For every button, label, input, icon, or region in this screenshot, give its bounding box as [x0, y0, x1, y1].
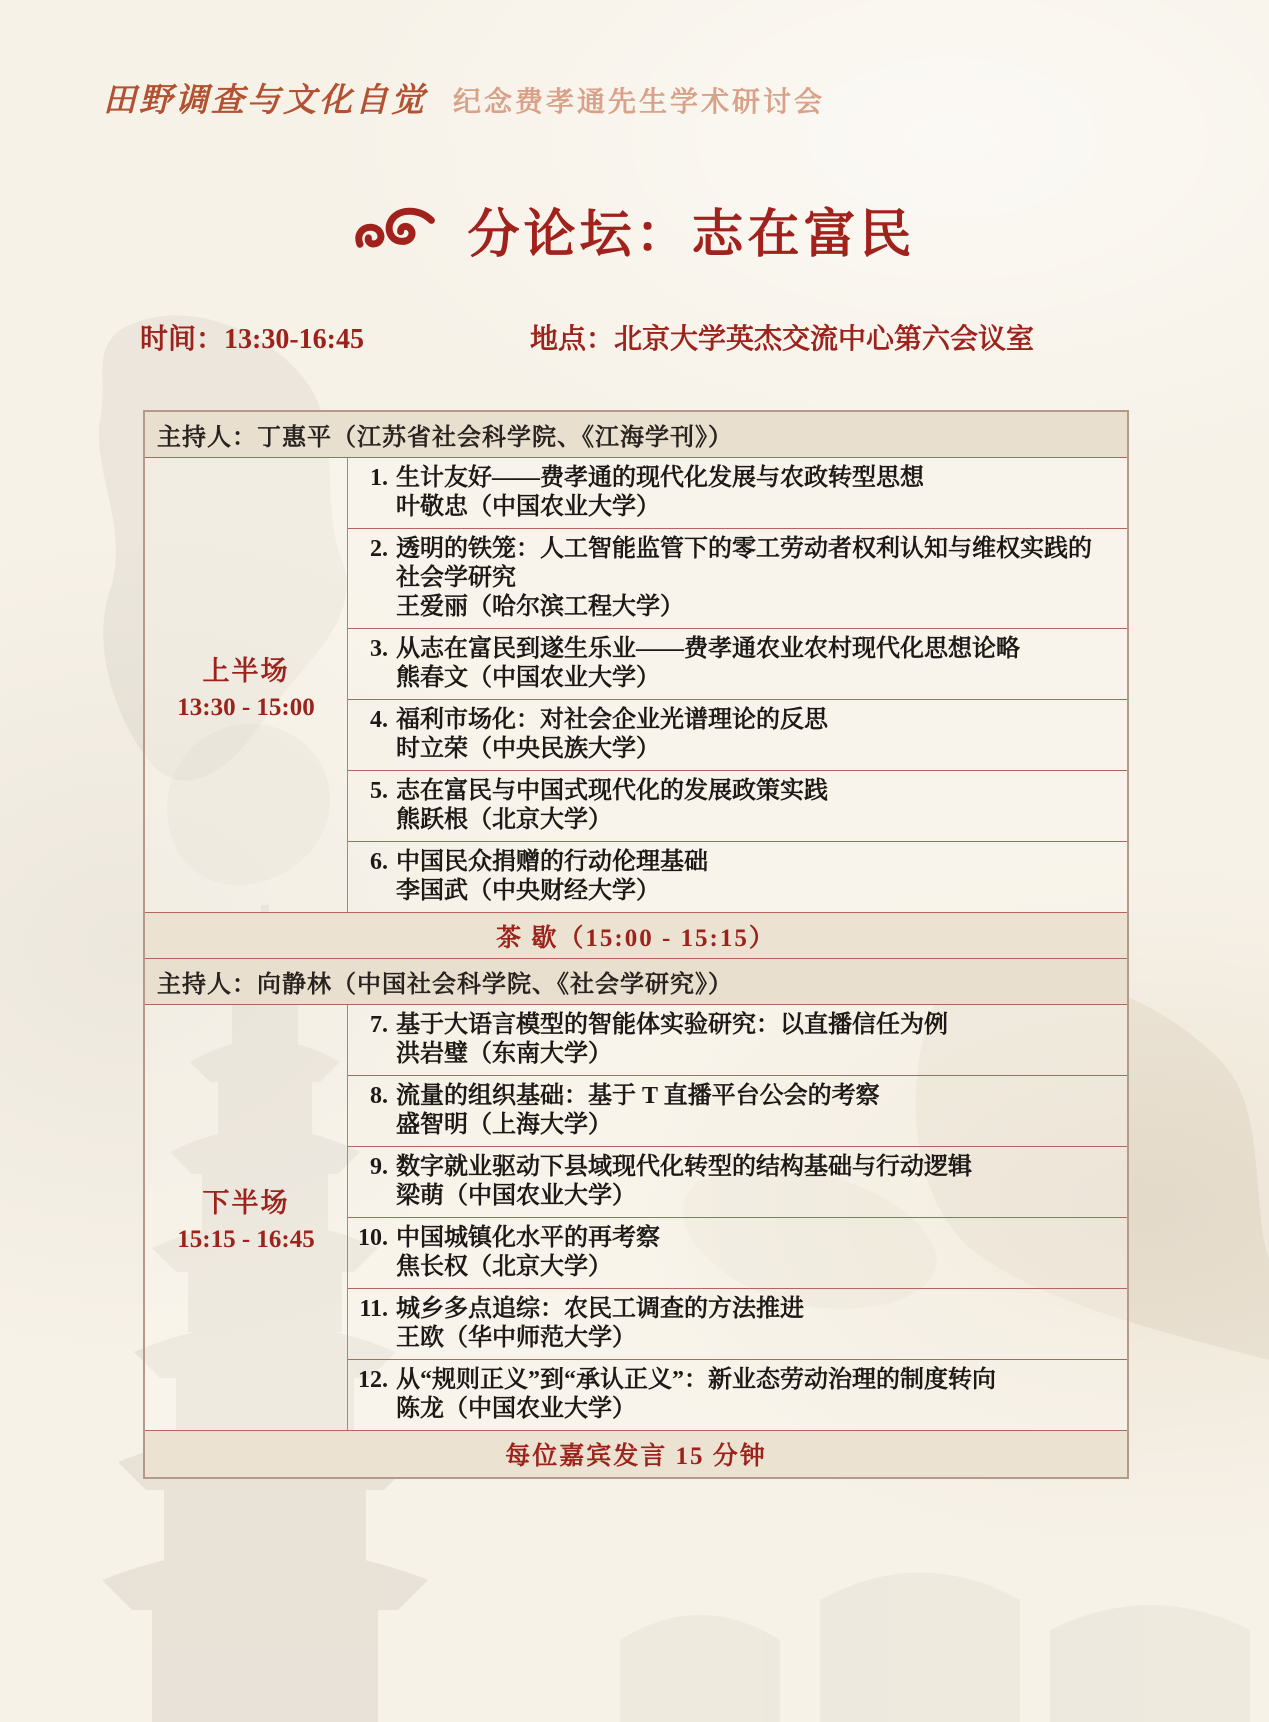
talk-number: 11. [359, 1296, 388, 1322]
talk-row-1 [348, 458, 1127, 529]
talk-row-9 [348, 1147, 1127, 1218]
talk-number: 8. [370, 1083, 388, 1109]
moderator-row-2: 主持人：向静林（中国社会科学院、《社会学研究》） [145, 959, 1127, 1005]
talk-row-10 [348, 1218, 1127, 1289]
talk-speaker: 熊春文（中国农业大学） [396, 665, 660, 691]
first-half-items [348, 458, 1127, 912]
talk-title: 志在富民与中国式现代化的发展政策实践 [396, 778, 828, 804]
talk-row-3 [348, 629, 1127, 700]
talk-speaker: 叶敬忠（中国农业大学） [396, 494, 660, 520]
talk-speaker: 梁萌（中国农业大学） [396, 1183, 636, 1209]
session-label-first-half [145, 458, 348, 912]
talk-speaker: 盛智明（上海大学） [396, 1112, 612, 1138]
talk-number: 5. [370, 778, 388, 804]
talk-row-8 [348, 1076, 1127, 1147]
first-half-section [145, 458, 1127, 912]
talk-title: 数字就业驱动下县域现代化转型的结构基础与行动逻辑 [396, 1154, 972, 1180]
page-header [103, 74, 825, 121]
schedule-table [143, 410, 1129, 1479]
session-label-second-half [145, 1005, 348, 1430]
talk-title: 中国民众捐赠的行动伦理基础 [396, 849, 708, 875]
second-half-items [348, 1005, 1127, 1430]
talk-row-4 [348, 700, 1127, 771]
talk-speaker: 洪岩璧（东南大学） [396, 1041, 612, 1067]
session-name: 下半场 [202, 1188, 290, 1218]
talk-speaker: 时立荣（中央民族大学） [396, 736, 660, 762]
session-name: 上半场 [202, 655, 290, 686]
talk-title: 福利市场化：对社会企业光谱理论的反思 [396, 707, 828, 733]
title-row [0, 192, 1269, 267]
talk-number: 4. [370, 707, 388, 733]
talk-title: 城乡多点追综：农民工调查的方法推进 [396, 1296, 804, 1322]
conference-logo: 田野调查与文化自觉 [103, 83, 427, 119]
talk-number: 3. [370, 636, 388, 662]
talk-number: 12. [358, 1367, 388, 1393]
talk-speaker: 王爱丽（哈尔滨工程大学） [396, 594, 684, 620]
page-title: 分论坛：志在富民 [467, 207, 916, 264]
talk-speaker: 李国武（中央财经大学） [396, 878, 660, 904]
talk-title: 从“规则正义”到“承认正义”：新业态劳动治理的制度转向 [396, 1367, 996, 1393]
talk-title: 透明的铁笼：人工智能监管下的零工劳动者权利认知与维权实践的社会学研究 [396, 536, 1092, 591]
talk-row-12 [348, 1360, 1127, 1430]
talk-title: 生计友好——费孝通的现代化发展与农政转型思想 [396, 465, 924, 491]
cloud-ornament-icon [353, 205, 437, 254]
rooftop-silhouette [620, 1573, 1250, 1722]
talk-title: 流量的组织基础：基于 T 直播平台公会的考察 [396, 1083, 880, 1109]
talk-speaker: 陈龙（中国农业大学） [396, 1396, 636, 1422]
talk-title: 中国城镇化水平的再考察 [396, 1225, 660, 1251]
session-time: 13:30 - 15:00 [177, 693, 315, 721]
talk-row-11 [348, 1289, 1127, 1360]
talk-title: 从志在富民到遂生乐业——费孝通农业农村现代化思想论略 [396, 636, 1020, 662]
talk-number: 9. [370, 1154, 388, 1180]
talk-speaker: 焦长权（北京大学） [396, 1254, 612, 1280]
tea-break-row: 茶 歇（15:00 - 15:15） [145, 912, 1127, 959]
talk-number: 7. [370, 1012, 388, 1038]
talk-row-5 [348, 771, 1127, 842]
talk-number: 2. [370, 536, 388, 562]
talk-speaker: 熊跃根（北京大学） [396, 807, 612, 833]
talk-row-6 [348, 842, 1127, 912]
talk-row-7 [348, 1005, 1127, 1076]
talk-number: 1. [370, 465, 388, 491]
talk-speaker: 王欧（华中师范大学） [396, 1325, 636, 1351]
talk-number: 10. [358, 1225, 388, 1251]
moderator-row-1: 主持人：丁惠平（江苏省社会科学院、《江海学刊》） [145, 412, 1127, 458]
second-half-section [145, 1005, 1127, 1430]
talk-title: 基于大语言模型的智能体实验研究：以直播信任为例 [396, 1012, 948, 1038]
talk-number: 6. [370, 849, 388, 875]
location-label: 地点：北京大学英杰交流中心第六会议室 [530, 324, 1035, 355]
time-label: 时间：13:30-16:45 [140, 324, 364, 355]
session-time: 15:15 - 16:45 [177, 1226, 315, 1253]
footer-note-row: 每位嘉宾发言 15 分钟 [145, 1430, 1127, 1477]
conference-subtitle: 纪念费孝通先生学术研讨会 [453, 87, 826, 118]
talk-row-2 [348, 529, 1127, 629]
